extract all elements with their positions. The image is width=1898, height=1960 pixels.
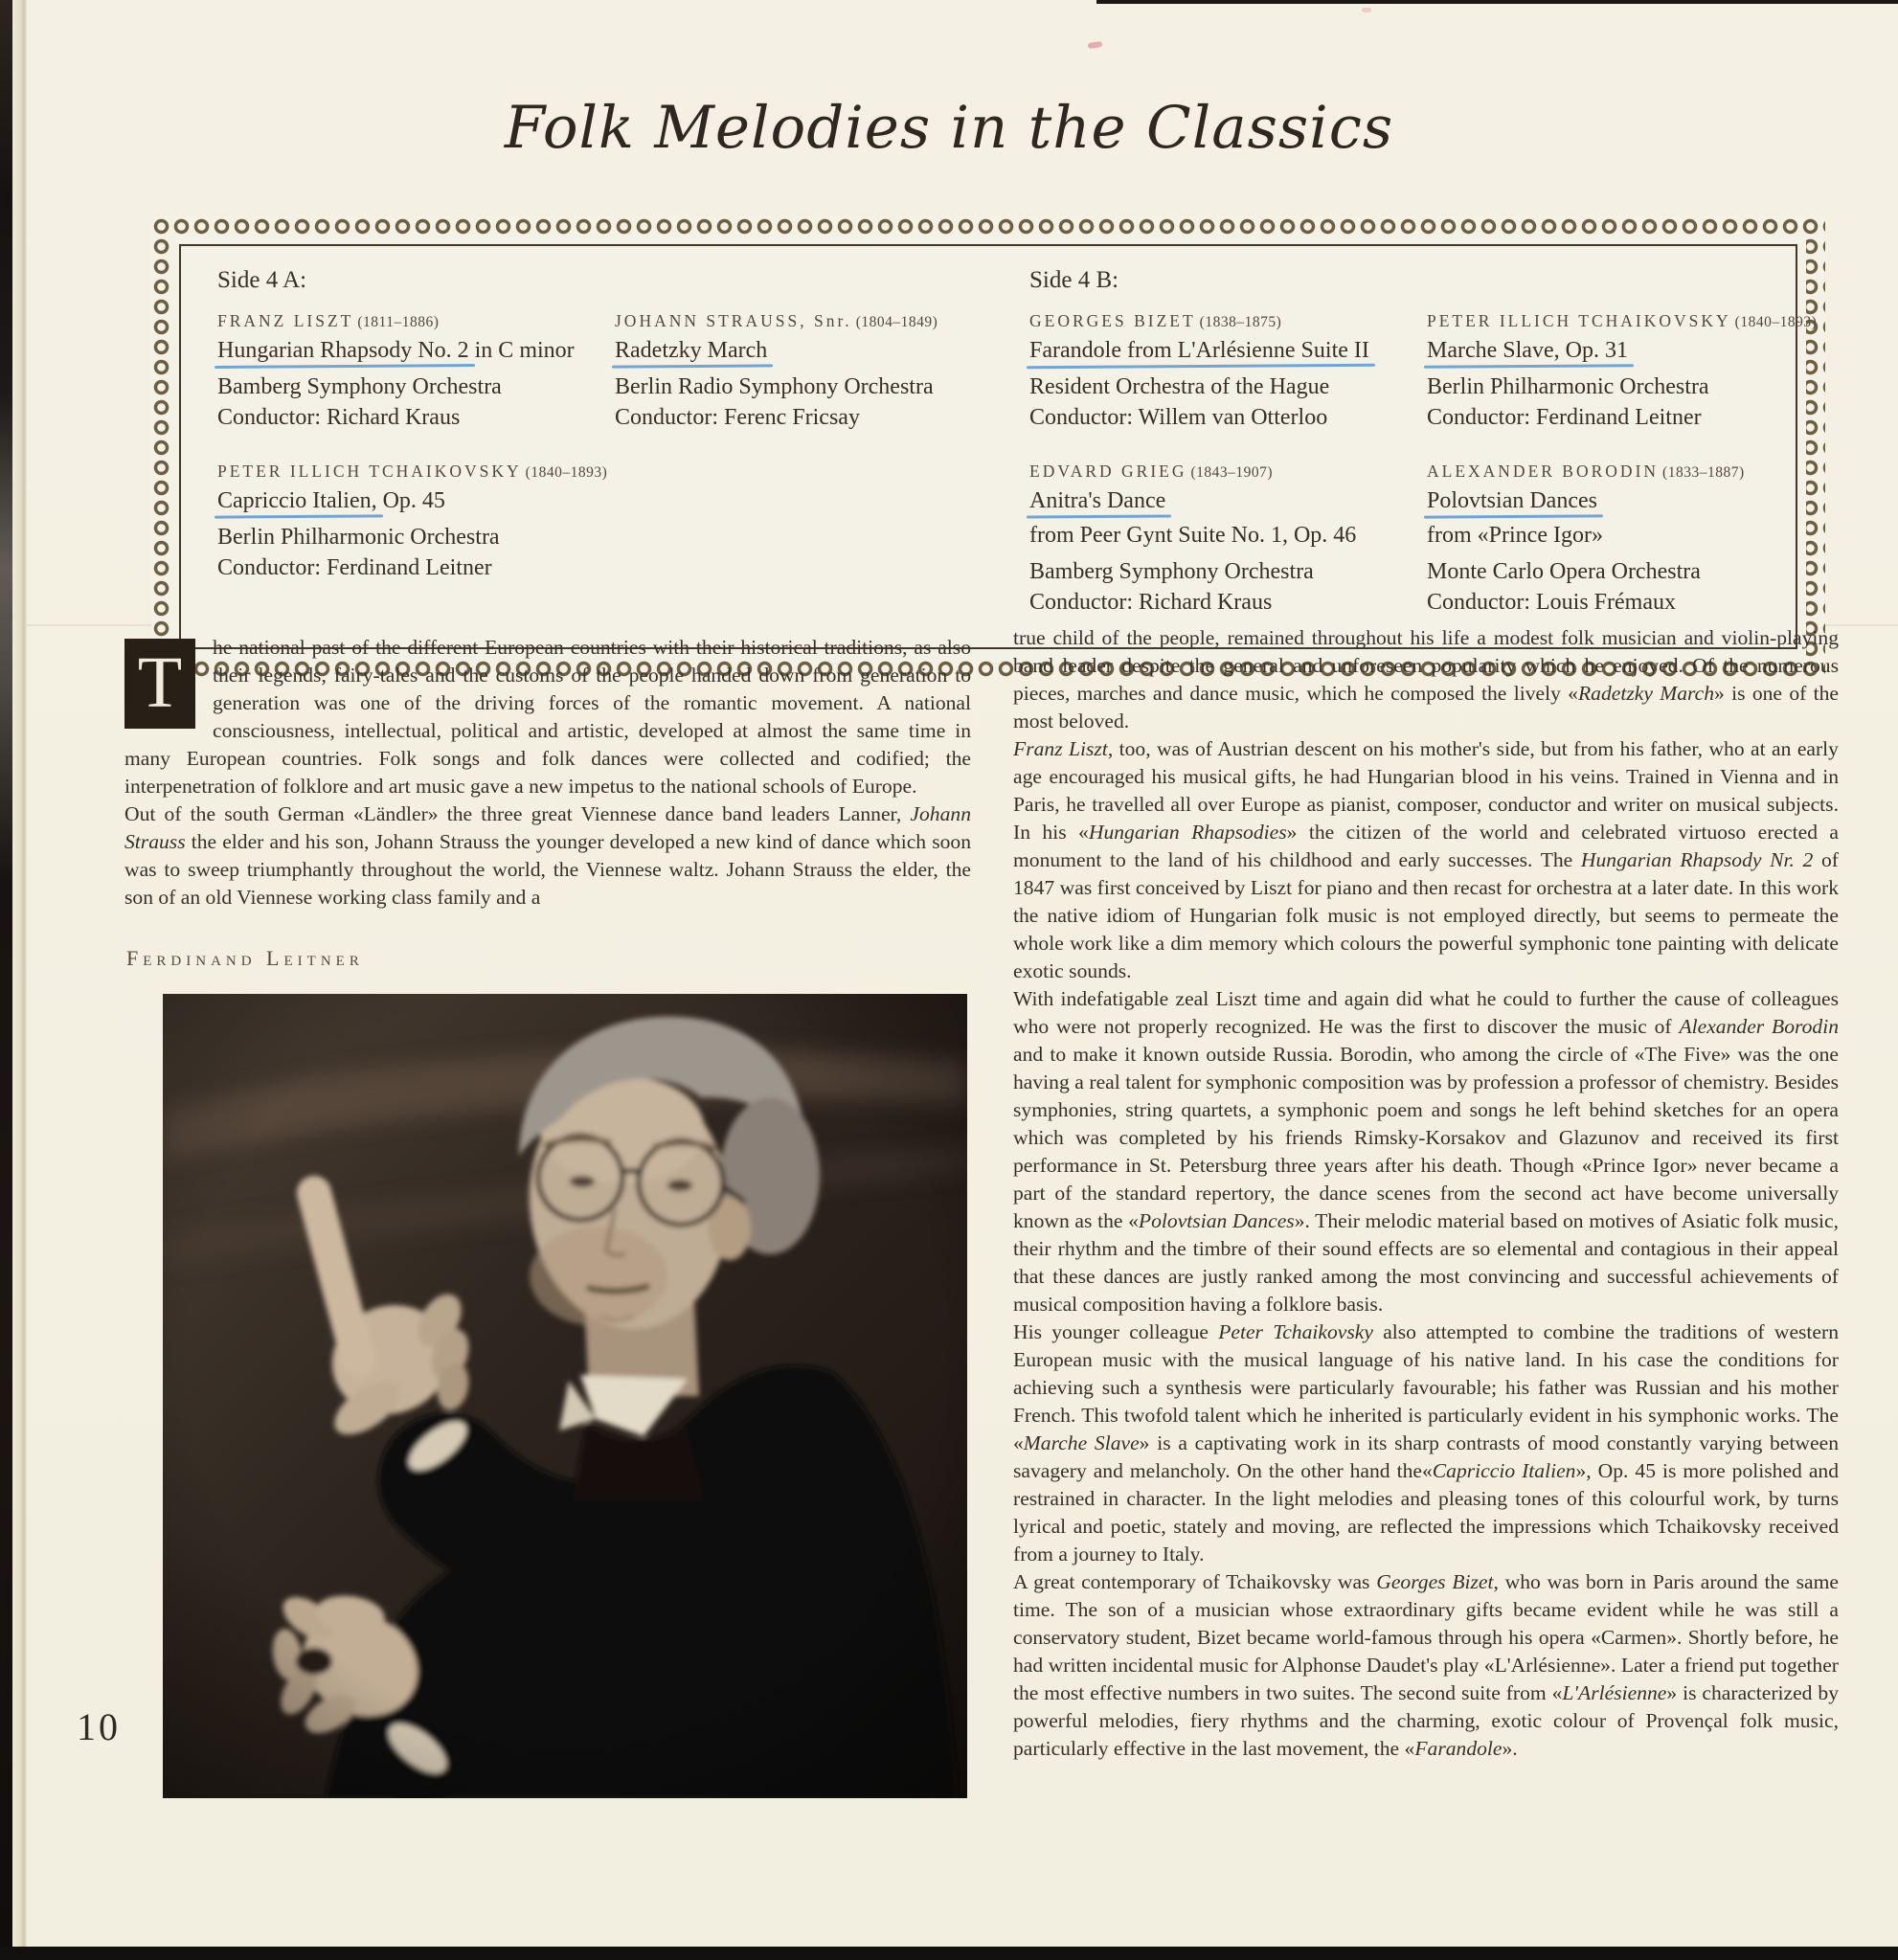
page-number: 10	[77, 1705, 121, 1748]
track-entry	[217, 462, 615, 583]
track-entry	[1029, 311, 1427, 433]
scan-edge-top	[1096, 0, 1898, 4]
composer-name: PETER ILLICH TCHAIKOVSKY	[217, 462, 522, 482]
side-b-label: Side 4 B:	[1029, 267, 1119, 293]
orchestra: Berlin Philharmonic Orchestra	[217, 525, 500, 551]
paragraph: A great contemporary of Tchaikovsky was Georges Bizet, who was born in Paris around the same time. The son of a musician whose extraordinary gifts became evident while he was still a conservatory student, Bizet became world-famous through his opera «Carmen». Shortly before, he had written incidental music for Alphonse Daudet's play «L'Arlésienne». Later a friend put together the most effective numbers in two suites. The second suite from «L'Arlésienne» is characterized by powerful melodies, fiery rhythms and the charming, exotic colour of Provençal folk music, particularly effective in the last movement, the «Farandole».	[1013, 1570, 1839, 1760]
work-title: Farandole from L'Arlésienne Suite II	[1029, 338, 1369, 363]
conductor: Conductor: Richard Kraus	[217, 404, 461, 430]
orchestra: Bamberg Symphony Orchestra	[1029, 559, 1314, 585]
composer-name: PETER ILLICH TCHAIKOVSKY	[1427, 311, 1731, 330]
work-title: Hungarian Rhapsody No. 2	[217, 338, 469, 363]
side-a-label: Side 4 A:	[217, 267, 307, 293]
photo-caption: Ferdinand Leitner	[126, 946, 364, 970]
work-title: Marche Slave, Op. 31	[1427, 338, 1628, 363]
track-entry	[1427, 462, 1840, 618]
work-title: Radetzky March	[615, 338, 768, 363]
composer-dates: (1804–1849)	[855, 314, 938, 330]
body-column-left	[124, 634, 971, 912]
inner-rule-border	[179, 244, 1818, 649]
paragraph: His younger colleague Peter Tchaikovsky also attempted to combine the traditions of western European music with the musical language of his native land. In his case the conditions for achieving such a synthesis were particularly favourable; his father was Russian and his mother French. This twofold talent which he inherited is particularly evident in his symphonic works. The «Marche Slave» is a captivating work in its sharp contrasts of mood constantly varying between savagery and melancholy. On the other hand the«Capriccio Italien», Op. 45 is more polished and restrained in character. In the light melodies and pleasing tones of this colourful work, by turns lyrical and poetic, stately and moving, are reflected the impressions which Tchaikovsky received from a journey to Italy.	[1013, 1320, 1840, 1566]
composer-dates: (1838–1875)	[1199, 314, 1282, 330]
track-entry	[615, 311, 1029, 433]
work-subtitle: from Peer Gynt Suite No. 1, Op. 46	[1029, 523, 1357, 549]
conductor-photo-illustration	[163, 994, 967, 1798]
work-title-rest: in C minor	[468, 338, 575, 363]
work-title: Capriccio Italien,	[217, 488, 377, 514]
paragraph: With indefatigable zeal Liszt time and again did what he could to further the cause of colleagues who were not properly recognized. He was the first to discover the music of Alexander Borodin and to make it known outside Russia. Borodin, who among the circle of «The Five» was the one having a real talent for symphonic composition was by profession a professor of chemistry. Besides symphonies, string quartets, a symphonic poem and songs he left behind sketches for an opera which was completed by his friends Rimsky-Korsakov and Glazunov and received its first performance in St. Petersburg three years after his death. Though «Prince Igor» never became a part of the standard repertory, the dance scenes from the second act have become universally known as the «Polovtsian Dances». Their melodic material based on motives of Asiatic folk music, their rhythm and the timbre of their sound effects are so elemental and contagious in their appeal that these dances are justly ranked among the most convincing and successful achievements of musical composition having a folklore basis.	[1013, 987, 1839, 1316]
work-title: Anitra's Dance	[1029, 488, 1166, 514]
conductor: Conductor: Ferenc Fricsay	[615, 404, 860, 430]
composer-dates: (1833–1887)	[1662, 464, 1745, 482]
composer-name: EDVARD GRIEG	[1029, 462, 1187, 482]
side-b	[1029, 267, 1840, 619]
composer-dates: (1840–1893)	[525, 464, 608, 482]
conductor-photo	[163, 994, 967, 1798]
track-entry	[217, 311, 615, 433]
composer-dates: (1840–1893)	[1734, 314, 1818, 330]
page-title: Folk Melodies in the Classics	[504, 94, 1394, 162]
body-column-right	[1013, 624, 1839, 1763]
page-edge-paper	[12, 0, 27, 1960]
orchestra: Berlin Philharmonic Orchestra	[1427, 374, 1709, 399]
conductor: Conductor: Louis Frémaux	[1427, 590, 1676, 616]
conductor: Conductor: Willem van Otterloo	[1029, 404, 1328, 430]
scan-speck	[1362, 8, 1371, 12]
tracklist	[217, 267, 1818, 619]
composer-name: JOHANN STRAUSS, Snr.	[615, 311, 852, 330]
tracklist-box	[151, 216, 1825, 677]
work-title: Polovtsian Dances	[1427, 488, 1597, 514]
orchestra: Resident Orchestra of the Hague	[1029, 374, 1330, 399]
side-a	[217, 267, 1029, 619]
paragraph: T he national past of the different European countries with their historical traditions, as also their legends, fairy-tales and the customs of the people handed down from generation to generation was one of the driving forces of the romantic movement. A national consciousness, intellectual, political and artistic, developed at almost the same time in many European countries. Folk songs and folk dances were collected and codified; the interpenetration of folklore and art music gave a new impetus to the national schools of Europe.	[124, 636, 971, 798]
conductor: Conductor: Ferdinand Leitner	[217, 555, 492, 581]
composer-dates: (1811–1886)	[357, 314, 440, 330]
scan-speck	[1088, 41, 1103, 49]
track-entry	[1427, 311, 1840, 433]
composer-dates: (1843–1907)	[1190, 464, 1274, 482]
conductor: Conductor: Richard Kraus	[1029, 590, 1273, 616]
paragraph: Out of the south German «Ländler» the three great Viennese dance band leaders Lanner, Johann Strauss the elder and his son, Johann Strauss the younger developed a new kind of dance which soon was to sweep triumphantly throughout the world, the Viennese waltz. Johann Strauss the elder, the son of an old Viennese working class family and a	[124, 802, 971, 909]
orchestra: Bamberg Symphony Orchestra	[217, 374, 502, 399]
conductor: Conductor: Ferdinand Leitner	[1427, 404, 1702, 430]
paragraph: true child of the people, remained throughout his life a modest folk musician and violin-playing band leader despite the general and unforeseen popularity which he enjoyed. Of the numerous pieces, marches and dance music, which he composed the lively «Radetzky March» is one of the most beloved.	[1013, 626, 1840, 732]
work-title-rest: Op. 45	[376, 488, 445, 514]
composer-name: ALEXANDER BORODIN	[1427, 462, 1660, 482]
track-entry	[1029, 462, 1427, 618]
orchestra: Berlin Radio Symphony Orchestra	[615, 374, 934, 399]
composer-name: GEORGES BIZET	[1029, 311, 1196, 330]
scan-edge-left	[0, 0, 12, 1960]
dropcap-initial: T	[124, 639, 195, 729]
paragraph: Franz Liszt, too, was of Austrian descent on his mother's side, but from his father, who at an early age encouraged his musical gifts, he had Hungarian blood in his veins. Trained in Vienna and in Paris, he travelled all over Europe as pianist, composer, conductor and writer on musical subjects. In his «Hungarian Rhapsodies» the citizen of the world and celebrated virtuoso erected a monument to the land of his childhood and early successes. The Hungarian Rhapsody Nr. 2 of 1847 was first conceived by Liszt for piano and then recast for orchestra at a later date. In this work the native idiom of Hungarian folk music is not employed directly, but seems to permeate the whole work like a dim memory which colours the powerful symphonic tone painting with delicate exotic sounds.	[1013, 737, 1840, 982]
orchestra: Monte Carlo Opera Orchestra	[1427, 559, 1701, 585]
composer-name: FRANZ LISZT	[217, 311, 354, 330]
work-subtitle: from «Prince Igor»	[1427, 523, 1603, 549]
scan-edge-bottom	[0, 1947, 1898, 1960]
ornate-chain-border	[151, 216, 1825, 677]
